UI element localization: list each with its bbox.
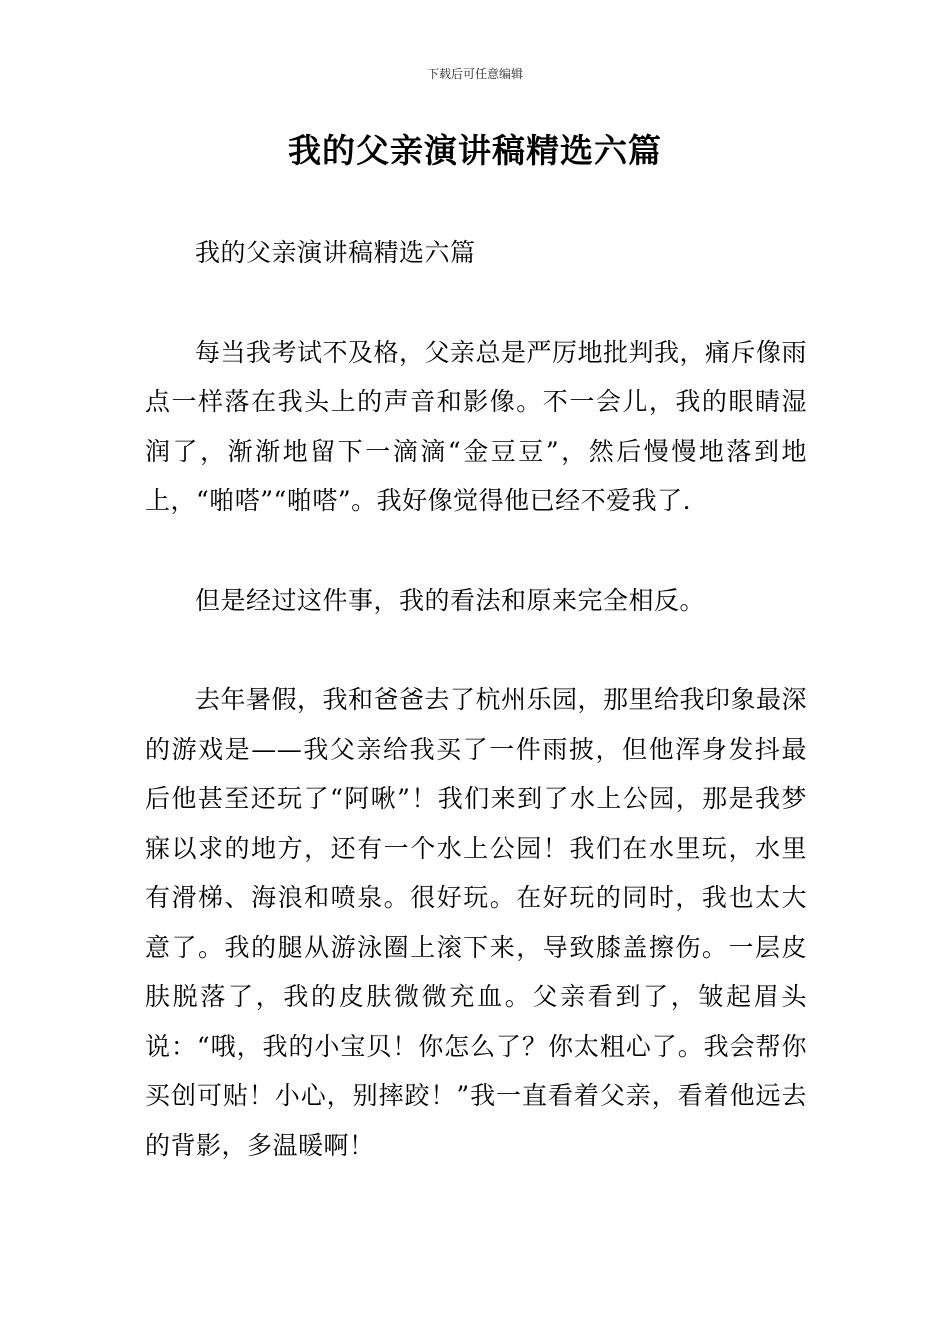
paragraph-gap (145, 526, 807, 576)
header-note: 下载后可任意编辑 (426, 67, 523, 81)
paragraph-1: 每当我考试不及格，父亲总是严厉地批判我，痛斥像雨点一样落在我头上的声音和影像。不一会儿，我的眼睛湿润了，渐渐地留下一滴滴“金豆豆”，然后慢慢地落到地上，“啪嗒”“啪嗒”。我好像觉得他已经不爱我了. (145, 337, 808, 515)
paragraph-subtitle: 我的父亲演讲稿精选六篇 (195, 238, 476, 267)
paragraph-2: 但是经过这件事，我的看法和原来完全相反。 (195, 585, 706, 615)
document-title: 我的父亲演讲稿精选六篇 (288, 131, 662, 170)
paragraph-gap (145, 278, 807, 328)
document-body (145, 228, 807, 1170)
paragraph-3: 去年暑假，我和爸爸去了杭州乐园，那里给我印象最深的游戏是——我父亲给我买了一件雨披，但他浑身发抖最后他甚至还玩了“阿啾”！我们来到了水上公园，那是我梦寐以求的地方，还有一个水上公园！我们在水里玩，水里有滑梯、海浪和喷泉。很好玩。在好玩的同时，我也太大意了。我的腿从游泳圈上滚下来，导致膝盖擦伤。一层皮肤脱落了，我的皮肤微微充血。父亲看到了，皱起眉头说：“哦，我的小宝贝！你怎么了？你太粗心了。我会帮你买创可贴！小心，别摔跤！”我一直看着父亲，看着他远去的背影，多温暖啊！ (145, 685, 808, 1160)
paragraph-gap (145, 625, 807, 675)
